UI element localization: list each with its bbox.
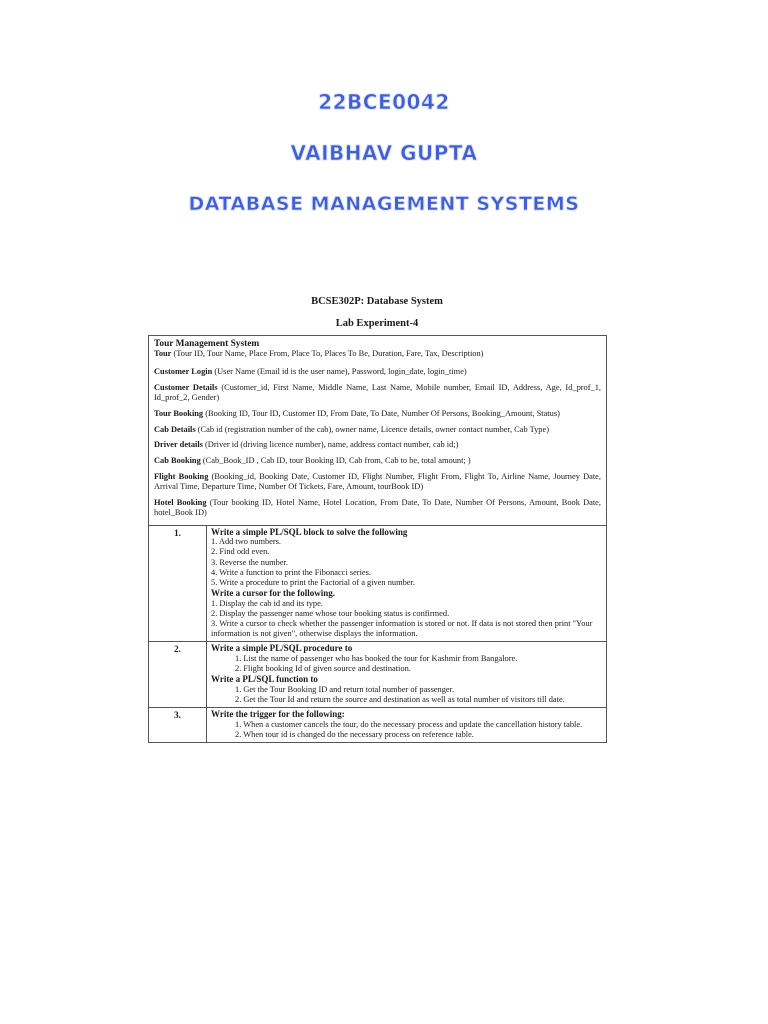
entity-item xyxy=(154,498,601,518)
entity-attributes: (Cab id (registration number of the cab), owner name, Licence details, owner contact number, Cab Type) xyxy=(195,424,549,434)
entity-name: Customer Login xyxy=(154,367,213,377)
question-heading: Write a simple PL/SQL block to solve the following xyxy=(211,526,408,537)
question-heading: Write a simple PL/SQL procedure to xyxy=(211,643,353,654)
question-item: 1. Display the cab id and its type. xyxy=(211,598,323,608)
student-name: VAIBHAV GUPTA xyxy=(290,141,478,165)
entity-item xyxy=(154,440,601,450)
entity-attributes: (Cab_Book_ID , Cab ID, tour Booking ID, Cab from, Cab to be, total amount; ) xyxy=(200,456,471,466)
entity-attributes: (Tour booking ID, Hotel Name, Hotel Location, From Date, To Date, Number Of Persons, Amount, Book Date, hotel_Book ID) xyxy=(154,497,601,517)
entity-item xyxy=(154,409,601,419)
entity-name: Cab Booking xyxy=(154,456,201,466)
question-item: 3. Write a cursor to check whether the passenger information is stored or not. If data is not stored then print "Your information is not given", otherwise displays the information. xyxy=(211,619,593,639)
question-item: 2. Find odd even. xyxy=(211,547,270,557)
question-row xyxy=(149,642,606,708)
entity-attributes: (User Name (Email id is the user name), Password, login_date, login_time) xyxy=(212,367,467,377)
entity-item xyxy=(154,367,601,377)
registration-number: 22BCE0042 xyxy=(318,90,450,114)
entity-name: Hotel Booking xyxy=(154,497,207,507)
question-body xyxy=(207,526,606,642)
schema-section xyxy=(149,336,606,526)
entity-name: Customer Details xyxy=(154,383,218,393)
lab-table xyxy=(148,335,607,743)
entity-item xyxy=(154,425,601,435)
entity-name: Cab Details xyxy=(154,424,196,434)
entity-item xyxy=(154,383,601,403)
question-body xyxy=(207,708,606,742)
entity-name: Driver details xyxy=(154,440,203,450)
entity-attributes: (Driver id (driving licence number), name, address contact number, cab id;) xyxy=(202,440,459,450)
entity-attributes: (Booking_id, Booking Date, Customer ID, Flight Number, Flight From, Flight To, Airline Name, Journey Date, Arrival Time, Departure Time, Number Of Tickets, Fare, Amount, tourBook ID) xyxy=(154,471,601,492)
course-code: BCSE302P: Database System xyxy=(311,296,443,307)
question-item: 1. When a customer cancels the tour, do the necessary process and update the cancellation history table. xyxy=(235,719,583,729)
question-item: 2. Display the passenger name whose tour booking status is confirmed. xyxy=(211,608,450,618)
question-heading: Write a PL/SQL function to xyxy=(211,674,318,685)
question-item: 1. Get the Tour Booking ID and return total number of passenger. xyxy=(235,684,455,694)
question-body xyxy=(207,642,606,707)
entity-item xyxy=(154,349,601,359)
entity-item xyxy=(154,456,601,466)
question-item: 3. Reverse the number. xyxy=(211,557,288,567)
question-item: 1. List the name of passenger who has booked the tour for Kashmir from Bangalore. xyxy=(235,653,518,663)
question-item: 2. Get the Tour Id and return the source and destination as well as total number of visitors till date. xyxy=(235,695,565,705)
entity-item xyxy=(154,472,601,492)
question-item: 4. Write a function to print the Fibonacci series. xyxy=(211,567,371,577)
question-item: 5. Write a procedure to print the Factorial of a given number. xyxy=(211,577,415,587)
question-heading: Write a cursor for the following. xyxy=(211,588,335,599)
schema-title: Tour Management System xyxy=(154,339,260,349)
question-number: 3. xyxy=(149,708,207,742)
question-item: 1. Add two numbers. xyxy=(211,537,282,547)
question-heading: Write the trigger for the following: xyxy=(211,709,345,720)
course-title: DATABASE MANAGEMENT SYSTEMS xyxy=(188,193,580,215)
question-list xyxy=(149,526,606,743)
question-number: 2. xyxy=(149,642,207,707)
entity-name: Tour xyxy=(154,349,172,359)
question-item: 2. Flight booking Id of given source and destination. xyxy=(235,664,411,674)
entity-attributes: (Customer_id, First Name, Middle Name, Last Name, Mobile number, Email ID, Address, Age, Id_prof_1, Id_prof_2, Gender) xyxy=(154,383,601,403)
question-item: 2. When tour id is changed do the necessary process on reference table. xyxy=(235,729,474,739)
question-row xyxy=(149,526,606,643)
question-row xyxy=(149,708,606,742)
entity-attributes: (Booking ID, Tour ID, Customer ID, From Date, To Date, Number Of Persons, Booking_Amount, Status) xyxy=(203,409,560,419)
question-number: 1. xyxy=(149,526,207,642)
entity-name: Flight Booking xyxy=(154,471,209,481)
lab-title: Lab Experiment-4 xyxy=(335,318,419,329)
entity-list xyxy=(154,349,601,518)
entity-name: Tour Booking xyxy=(154,409,204,419)
entity-attributes: (Tour ID, Tour Name, Place From, Place To, Places To Be, Duration, Fare, Tax, Description) xyxy=(171,349,484,359)
